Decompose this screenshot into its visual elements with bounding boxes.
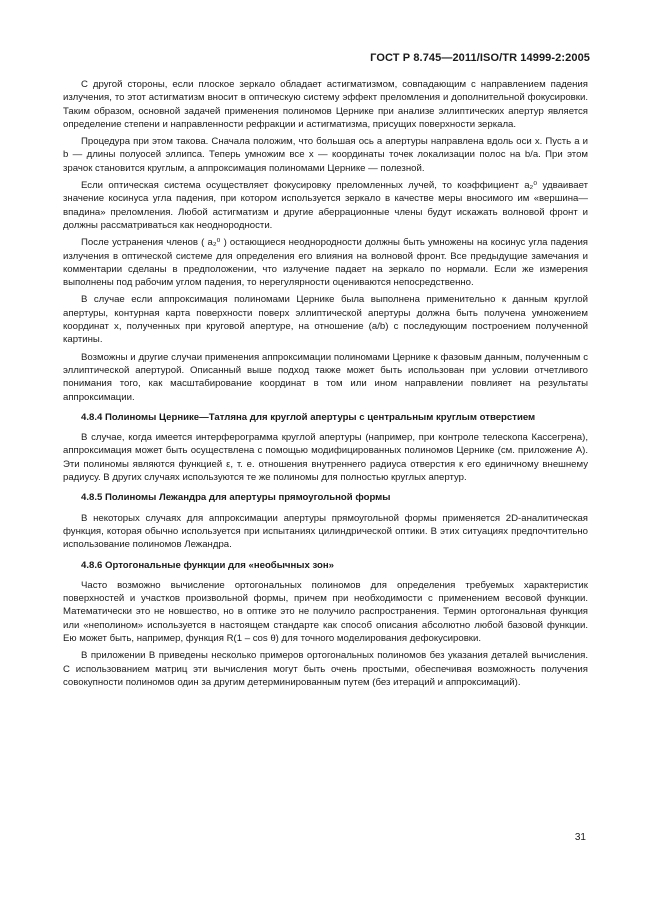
paragraph: Часто возможно вычисление ортогональных полиномов для определения требуемых характеристик поверхностей и участков произвольной формы, причем при необходимости с применением весовой функции. Математически это не новшество, но в оптике это не получило распространения. Термин ортогональная функция или «неполином» используется в настоящем стандарте как способ описания абсолютно любой базовой функции. Ею может быть, например, функция R(1 – cos θ) для точного моделирования дефокусировки. xyxy=(63,579,588,644)
paragraph: После устранения членов ( a₂⁰ ) остающиеся неоднородности должны быть умножены на косинус угла падения излучения в оптической системе для определения его влияния на волновой фронт. Все предыдущие замечания и комментарии сделаны в предположении, что излучение падает на зеркало по нормали. Если же измерения выполнены под рабочим углом падения, то нерегулярности оцениваются непосредственно. xyxy=(63,237,588,289)
page-number: 31 xyxy=(574,832,586,843)
section-heading-4-8-5: 4.8.5 Полиномы Лежандра для апертуры прямоугольной формы xyxy=(81,492,391,504)
paragraph: В приложении В приведены несколько примеров ортогональных полиномов без указания деталей вычисления. С использованием матриц эти вычисления могут быть очень простыми, обеспечивая возможность получения совокупности полиномов один за другим детерминированным путем (без итераций и аппроксимаций). xyxy=(63,650,588,688)
paragraph: Если оптическая система осуществляет фокусировку преломленных лучей, то коэффициент a₂⁰ удваивает значение косинуса угла падения, при котором используется зеркало в качестве меры вносимого им «вершина—впадина» преломления. Любой астигматизм и другие аберрационные члены будут искажать волновой фронт и должны рассматриваться как неоднородности. xyxy=(63,180,588,231)
paragraph: В случае если аппроксимация полиномами Цернике была выполнена применительно к данным круглой апертуры, контурная карта поверхности поверх эллиптической апертуры должна быть получена умножением координат x, полученных при круговой апертуре, на отношение (a/b) с последующим построением полученной картины. xyxy=(63,294,588,346)
page-body xyxy=(63,78,588,693)
standard-header: ГОСТ Р 8.745—2011/ISO/TR 14999-2:2005 xyxy=(370,52,590,64)
paragraph: Процедура при этом такова. Сначала положим, что большая ось a апертуры направлена вдоль оси x. Пусть a и b — длины полуосей эллипса. Теперь умножим все x — координаты точек локализации полос на b/a. При этом зрачок становится круглым, а аппроксимация полиномами Цернике — полезной. xyxy=(63,136,588,174)
section-heading-4-8-4: 4.8.4 Полиномы Цернике—Татляна для круглой апертуры с центральным круглым отверстием xyxy=(81,411,536,423)
paragraph: Возможны и другие случаи применения аппроксимации полиномами Цернике к фазовым данным, полученным с эллиптической апертурой. Описанный выше подход также может быть использован при условии отчетливого понимания того, как масштабирование координат в том или ином направлении повлияет на результаты аппроксимации. xyxy=(63,351,588,403)
paragraph: В некоторых случаях для аппроксимации апертуры прямоугольной формы применяется 2D-аналитическая функция, которая обычно используется при испытаниях цилиндрической оптики. В этих ситуациях предпочтительно использование полиномов Лежандра. xyxy=(63,512,588,551)
paragraph: В случае, когда имеется интерферограмма круглой апертуры (например, при контроле телескопа Кассегрена), аппроксимация может быть осуществлена с помощью модифицированных полиномов Цернике (см. приложение А). Эти полиномы являются функцией ε, т. е. отношения внутреннего радиуса отверстия к его единичному внешнему радиусу. В других случаях используются те же полиномы для полностью круглых апертур. xyxy=(63,432,588,484)
section-heading-4-8-6: 4.8.6 Ортогональные функции для «необычных зон» xyxy=(81,559,335,571)
paragraph: С другой стороны, если плоское зеркало обладает астигматизмом, совпадающим с направлением падения излучения, то этот астигматизм вносит в оптическую систему эффект преломления и дополнительной фокусировки. Таким образом, основной задачей применения полиномов Цернике при анализе эллиптических апертур является определение степени и направленности рефракции и астигматизма, присущих поверхности зеркала. xyxy=(63,79,588,130)
